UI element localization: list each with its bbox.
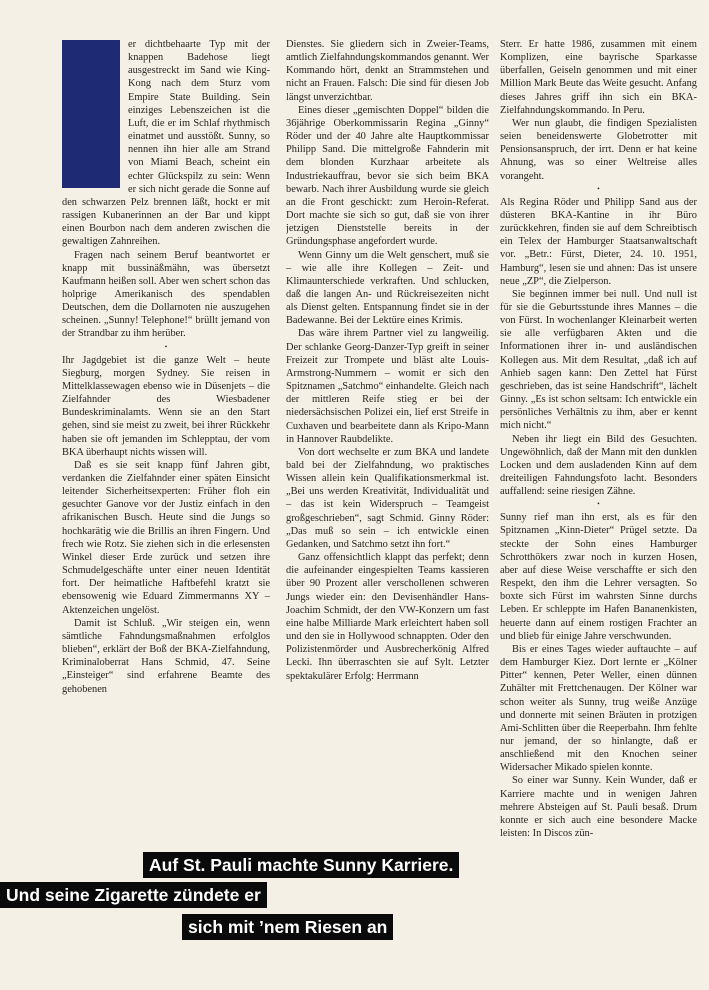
- paragraph: Sterr. Er hatte 1986, zusammen mit einem Komplizen, eine bayrische Sparkasse überfallen, Geiseln genommen und mit einer Million Mark Beute das Weite gesucht. Anfang dieses Jahres griff ihn sich ein BKA-Zielfahndungskommando. In Peru.: [500, 39, 697, 116]
- pull-quote-line-1: Auf St. Pauli machte Sunny Karriere.: [143, 852, 459, 878]
- paragraph: So einer war Sunny. Kein Wunder, daß er Karriere machte und in wenigen Jahren mehrere Absteigen auf St. Pauli besaß. Drum konnte er sich auch eine besondere Macke leisten: In Discos zün-: [500, 775, 697, 840]
- pull-quote-line-2: Und seine Zigarette zündete er: [0, 882, 267, 908]
- paragraph: Ihr Jagdgebiet ist die ganze Welt – heute Siegburg, morgen Sydney. Sie reisen in Mittelklassewagen ebenso wie in Düsenjets – die Zielfahnder des Wiesbadener Bundeskriminalamts. Wenn sie an den Start gehen, sind sie meist zu zweit, bei ihrer Rückkehr haben sie oft jemanden im Schlepptau, der vom BKA überhaupt nichts wissen will.: [62, 354, 270, 458]
- paragraph: Bis er eines Tages wieder auftauchte – auf dem Hamburger Kiez. Dort lernte er „Kölner Pitter“ kennen, Peter Weller, einen dünnen Zuhälter mit Frettchenaugen. Der Kölner war schon weiter als Sunny, trug weiße Anzüge und donnerte mit seinen Bräuten in protzigen Ami-Schlitten über die Reeperbahn. Ihm fehlte nur jemand, der so hinlangte, daß er anschließend mit den Knochen seiner Widersacher Mikado spielen konnte.: [500, 643, 697, 774]
- paragraph: Wer nun glaubt, die findigen Spezialisten seien beneidenswerte Globetrotter mit Pensionsanspruch, der irrt. Denn er hat keine Ahnung, was so einer Weltreise alles vorangeht.: [500, 117, 697, 182]
- section-divider-bullet: •: [597, 500, 600, 509]
- paragraph: Eines dieser „gemischten Doppel“ bilden die 36jährige Oberkommissarin Regina „Ginny“ Röder und der 40 Jahre alte Hauptkommissar Philipp Sand. Die mittelgroße Fahnderin mit dem blonden Kurzhaar arbeitete als Industriekauffrau, bevor sie sich beim BKA bewarb. Nach ihrer Ausbildung wurde sie gleich an die Front geschickt: zum Heroin-Referat. Dort machte sie sich so gut, daß sie von ihrer jetzigen Dienststelle bereits in der Gründungsphase angefordert wurde.: [286, 104, 489, 248]
- paragraph: Daß es sie seit knapp fünf Jahren gibt, verdanken die Zielfahnder einer späten Einsicht leitender Sicherheitsexperten: Früher floh ein gesuchter Ganove vor der Justiz einfach in den afrikanischen Busch. Heute sind die Jungs so hochkarätig wie die Brillis an ihren Fingern. Und frech wie Rotz. Sie ziehen sich in die erlesensten Winkel dieser Erde zurück und setzen ihre Schmudelgeschäfte unter einer neuen Identität fort. Der heimatliche Haftbefehl kratzt sie ebensowenig wie Eduard Zimmermanns XY – Aktenzeichen ungelöst.: [62, 459, 270, 616]
- article-column-1: [62, 38, 270, 798]
- paragraph: Als Regina Röder und Philipp Sand aus der düsteren BKA-Kantine in ihr Büro zurückkehren, finden sie auf dem Schreibtisch ein Telex der Hamburger Staatsanwaltschaft vor. „Betr.: Fürst, Dieter, 24. 10. 1951, Hamburg“, lesen sie und ahnen: Das ist unsere neue „ZP“, die Zielperson.: [500, 196, 697, 287]
- article-column-3: [500, 38, 697, 958]
- paragraph: Ganz offensichtlich klappt das perfekt; denn die aufeinander eingespielten Teams kassieren über 90 Prozent aller verschollenen schweren Jungs wieder ein: den Devisenhändler Hans-Joachim Schmidt, der den VW-Konzern um fast eine halbe Milliarde Mark erleichtert haben soll und den sie in Hollywood schnappten. Oder den Polizistenmörder und Ausbrecherkönig Alfred Lecki. Ihn überraschten sie auf Sylt. Letzter spektakulärer Erfolg: Herrmann: [286, 552, 489, 682]
- paragraph: Sie beginnen immer bei null. Und null ist für sie die Geburtsstunde ihres Mannes – die von Fürst. In wochenlanger Kleinarbeit werten sie alle verfügbaren Akten und die Informationen ihrer in- und ausländischen Kollegen aus. Mit dem Resultat, „daß ich auf Anhieb sagen kann: Den Zettel hat Fürst geschrieben, das ist seine Handschrift“, lächelt Ginny. „Es ist schon seltsam: Ich entwickle ein persönliches Verhältnis zu ihm, aber er kennt mich nicht.“: [500, 288, 697, 432]
- section-divider-bullet: •: [164, 342, 168, 351]
- pull-quote-line-3: sich mit ’nem Riesen an: [182, 914, 393, 940]
- drop-cap-letter-d: [62, 40, 120, 188]
- paragraph: Fragen nach seinem Beruf beantwortet er knapp mit bussinäßmähn, was übersetzt Kaufmann heißen soll. Aber wen schert schon das holprige Amerikanisch des spendablen Deutschen, dem die Dollarnoten nie auszugehen scheinen. „Sunny! Telephone!“ brüllt jemand von der Strandbar zu ihm herüber.: [62, 249, 270, 340]
- section-divider-bullet: •: [597, 184, 600, 193]
- paragraph: Das wäre ihrem Partner viel zu langweilig. Der schlanke Georg-Danzer-Typ greift in seiner Freizeit zur Trompete und bläst alte Louis-Armstrong-Nummern – womit er sich den Spitznamen „Satchmo“ einhandelte. Gleich nach der mittleren Reife stieg er bei der niedersächsischen Polizei ein, lief erst Streife in Cuxhaven und bearbeitete dann als Kripo-Mann in Hannover Raubdelikte.: [286, 328, 489, 445]
- paragraph: Dienstes. Sie gliedern sich in Zweier-Teams, amtlich Zielfahndungskommandos genannt. Wer Kommando hört, denkt an Strammstehen und nicht an Frauen. Falsch: Die sind für diesen Job längst unverzichtbar.: [286, 39, 489, 103]
- paragraph: Neben ihr liegt ein Bild des Gesuchten. Ungewöhnlich, daß der Mann mit den dunklen Locken und dem ausladenden Kinn auf dem dreiteiligen Fahndungsfoto lacht. Besonders auffallend: seine riesigen Zähne.: [500, 433, 697, 498]
- paragraph: er dichtbehaarte Typ mit der knappen Badehose liegt ausgestreckt im Sand wie King-Kong nach dem Sturz vom Empire State Building. Sein einziges Lebenszeichen ist die Luft, die er im Schlaf rhythmisch einatmet und ausstößt. Sunny, so nennen ihn hier alle am Strand von Miami Beach, scheint ein echter Glückspilz zu sein: Wenn er sich nicht gerade die Sonne auf den schwarzen Pelz brennen läßt, hockt er mit rassigen Kubanerinnen an der Bar und kippt einen Bourbon nach dem anderen zwischen die gewaltigen Zahnreihen.: [62, 39, 270, 248]
- paragraph: Von dort wechselte er zum BKA und landete bald bei der Zielfahndung, wo praktisches Wissen allein kein Qualifikationsmerkmal ist. „Bei uns werden Kreativität, Individualität und – das ist kein Widerspruch – Teamgeist großgeschrieben“, sagt Schmid. Ginny Röder: „Das muß so sein – ich entwickle einen Gedanken, und Satchmo setzt ihn fort.“: [286, 446, 489, 550]
- paragraph: Wenn Ginny um die Welt genschert, muß sie – wie alle ihre Kollegen – Zeit- und Klimaunterschiede verkraften. Und schlucken, daß die langen An- und Rückreisezeiten nicht als Dienst gelten. Entspannung findet sie in der Badewanne. Bei der Lektüre eines Krimis.: [286, 249, 489, 327]
- paragraph: Sunny rief man ihn erst, als es für den Spitznamen „Kinn-Dieter“ Prügel setzte. Da steckte der Sohn eines Hamburger Schrotthökers zwar noch in kurzen Hosen, aber auf diese Weise verschaffte er sich den Respekt, den ihm die Lehrer versagten. So boxte sich Fürst im wahrsten Sinne durchs Leben. Er schleppte im Hafen Bananenkisten, heuerte dann auf einem rostigen Frachter an und blieb für einige Jahre verschwunden.: [500, 512, 697, 642]
- paragraph: Damit ist Schluß. „Wir steigen ein, wenn sämtliche Fahndungsmaßnahmen erfolglos blieben“, erklärt der Boß der BKA-Zielfahndung, Kriminaloberrat Hans Schmid, 47. Seine „Einsteiger“ sind erfahrene Beamte des gehobenen: [62, 617, 270, 695]
- article-column-2: [286, 38, 489, 806]
